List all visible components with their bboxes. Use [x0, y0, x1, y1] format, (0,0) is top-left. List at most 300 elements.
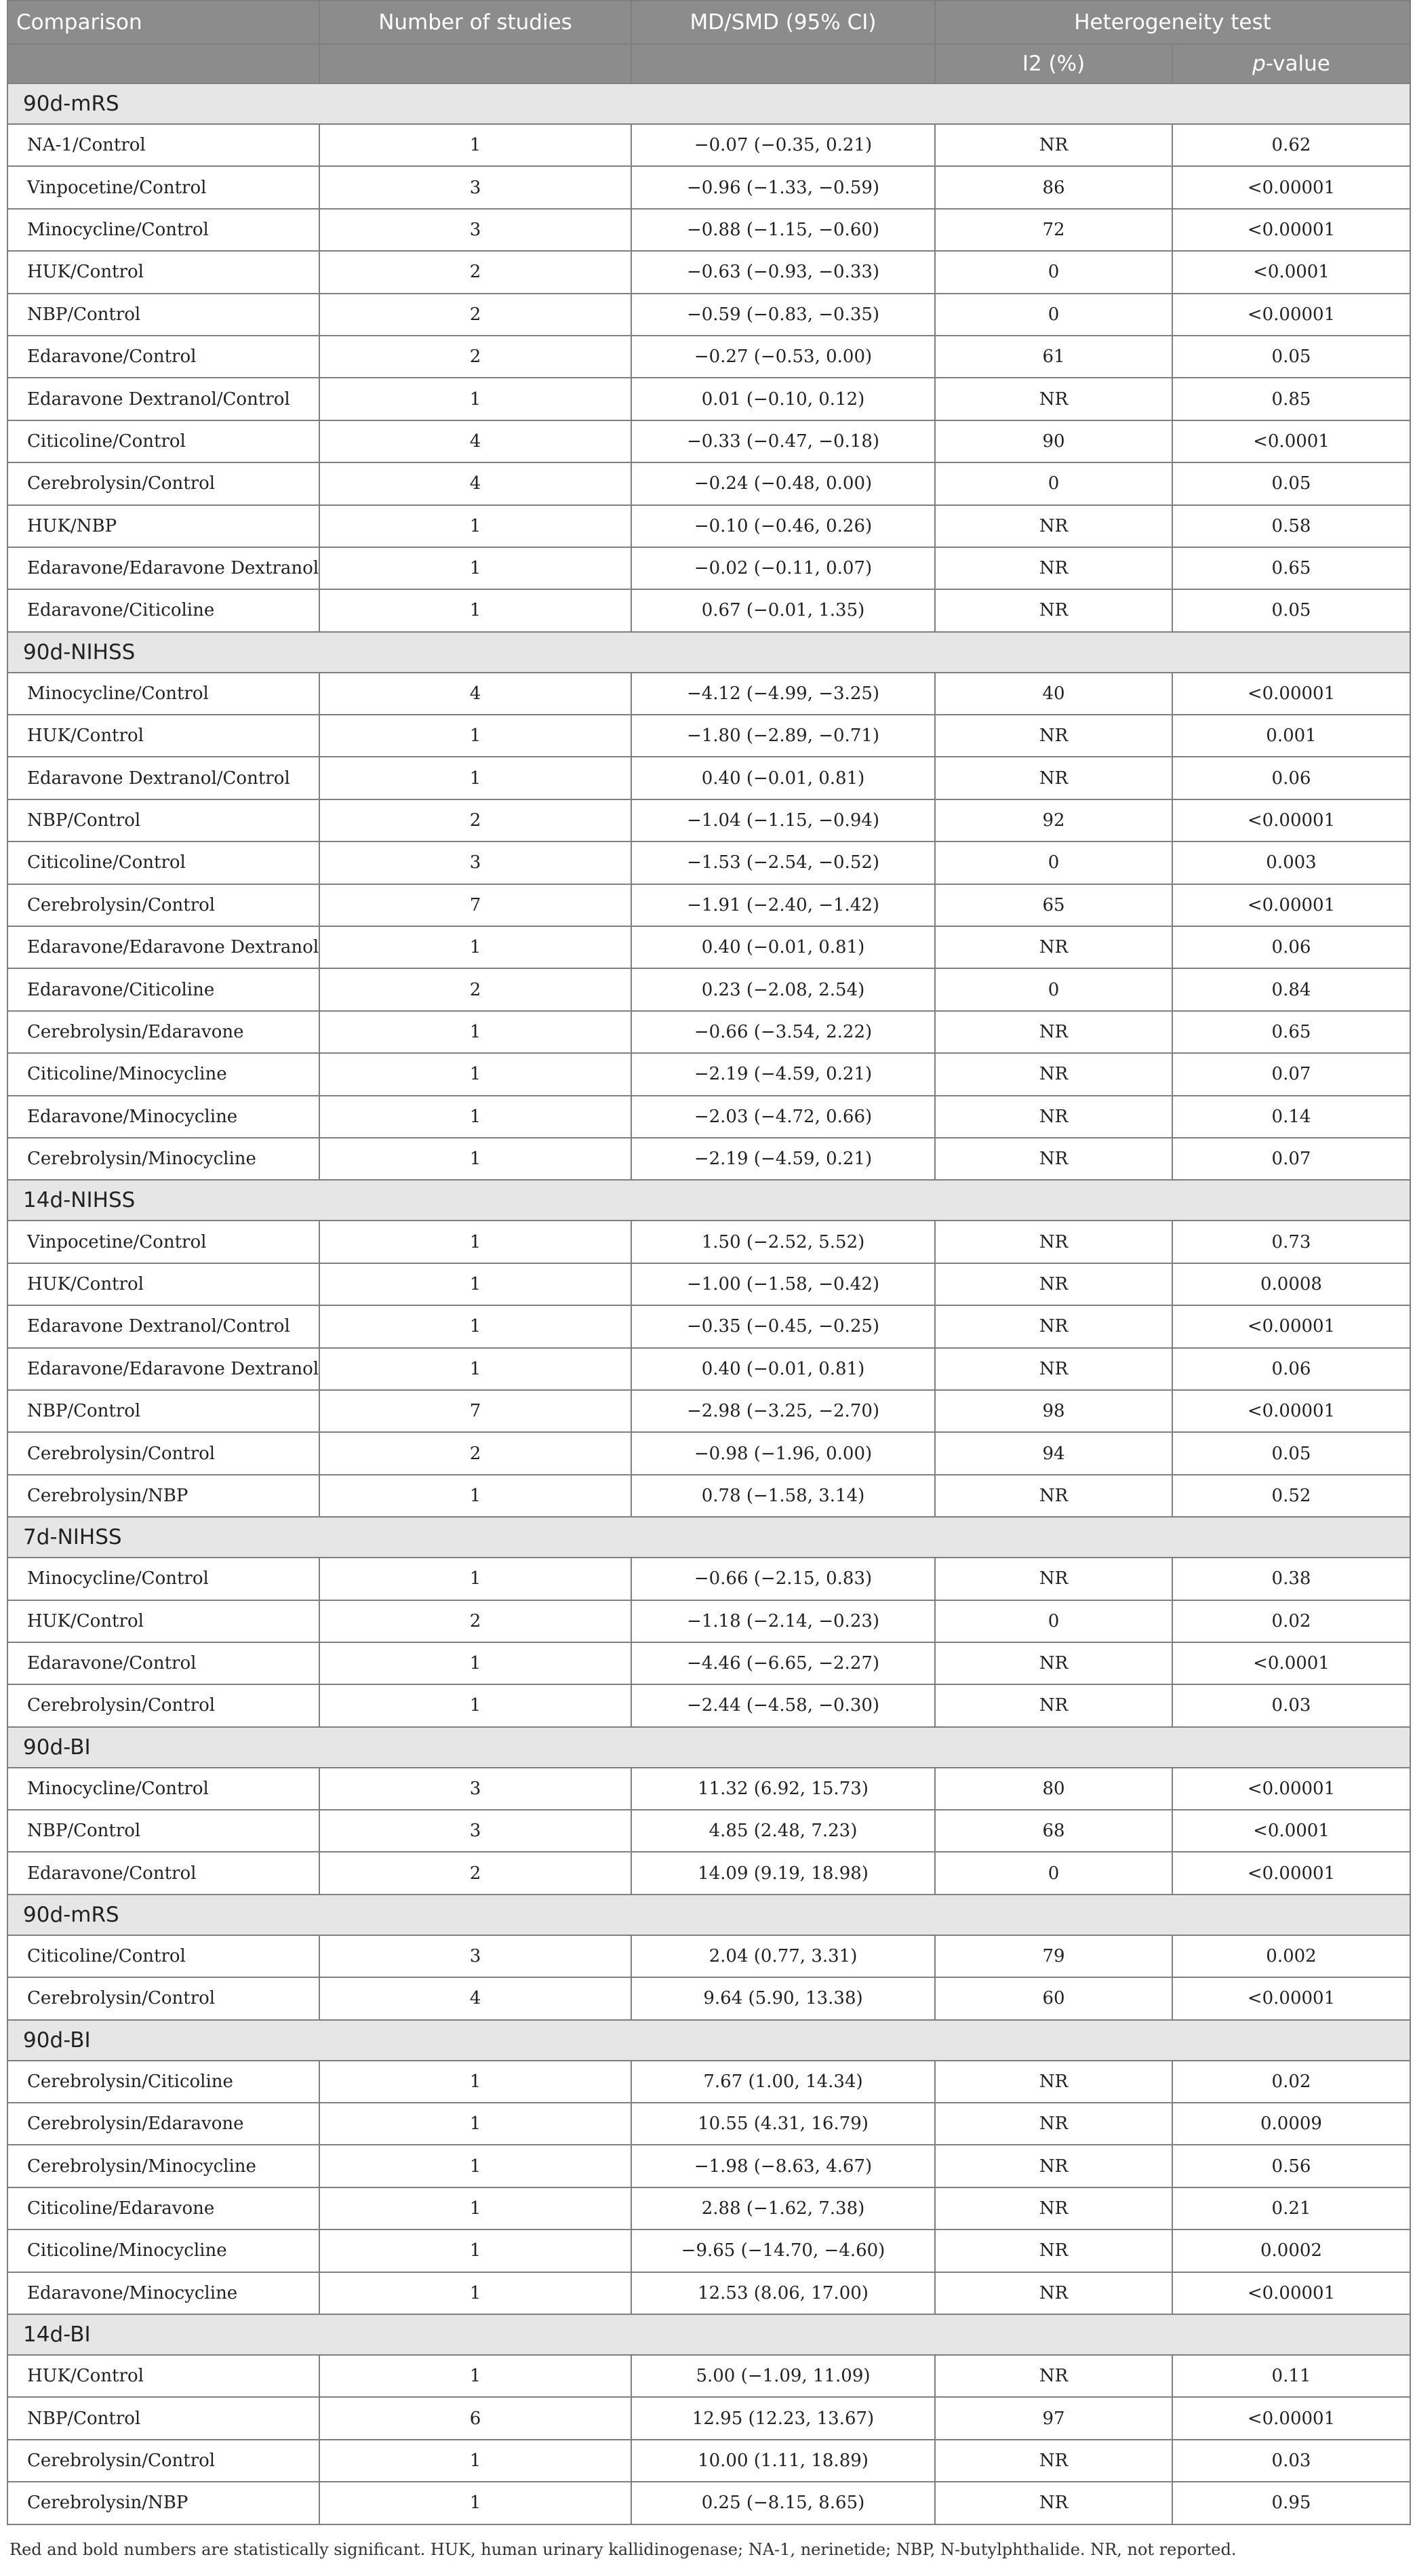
comparison-cell: HUK/Control [7, 251, 319, 293]
studies-cell: 1 [319, 1138, 631, 1180]
i2-cell: 0 [935, 968, 1172, 1010]
comparison-cell: NBP/Control [7, 799, 319, 841]
md-smd-cell: 0.25 (−8.15, 8.65) [631, 2482, 935, 2524]
comparison-cell: Edaravone/Minocycline [7, 2272, 319, 2314]
md-smd-cell: 12.95 (12.23, 13.67) [631, 2397, 935, 2439]
comparison-cell: Edaravone Dextranol/Control [7, 757, 319, 799]
comparison-cell: Citicoline/Minocycline [7, 2230, 319, 2272]
comparison-cell: HUK/NBP [7, 505, 319, 547]
comparison-cell: Edaravone/Control [7, 336, 319, 378]
md-smd-cell: −2.98 (−3.25, −2.70) [631, 1390, 935, 1432]
i2-cell: 86 [935, 166, 1172, 208]
table-row [7, 2355, 1410, 2397]
section-title: 90d-mRS [7, 83, 1410, 124]
studies-cell: 1 [319, 2272, 631, 2314]
p-value-cell: <0.00001 [1172, 1852, 1410, 1894]
p-value-cell: 0.95 [1172, 2482, 1410, 2524]
i2-cell: NR [935, 1642, 1172, 1684]
p-value-cell: 0.07 [1172, 1138, 1410, 1180]
studies-cell: 2 [319, 799, 631, 841]
studies-cell: 1 [319, 1053, 631, 1095]
p-value-cell: <0.0001 [1172, 251, 1410, 293]
table-row [7, 124, 1410, 166]
studies-cell: 4 [319, 1977, 631, 2019]
studies-cell: 1 [319, 1642, 631, 1684]
i2-cell: NR [935, 505, 1172, 547]
section-row [7, 2020, 1410, 2061]
i2-cell: 80 [935, 1768, 1172, 1810]
p-value-cell: <0.0001 [1172, 420, 1410, 462]
table-row [7, 2103, 1410, 2145]
comparison-cell: Minocycline/Control [7, 209, 319, 251]
comparison-cell: Edaravone/Control [7, 1642, 319, 1684]
md-smd-cell: −1.04 (−1.15, −0.94) [631, 799, 935, 841]
table-row [7, 1935, 1410, 1977]
p-letter: p [1252, 52, 1266, 76]
comparison-cell: Cerebrolysin/Edaravone [7, 2103, 319, 2145]
comparison-cell: Vinpocetine/Control [7, 166, 319, 208]
p-value-cell: 0.06 [1172, 926, 1410, 968]
section-title: 14d-BI [7, 2314, 1410, 2355]
p-value-cell: 0.03 [1172, 1684, 1410, 1726]
table-row [7, 1221, 1410, 1263]
md-smd-cell: 12.53 (8.06, 17.00) [631, 2272, 935, 2314]
p-value-cell: 0.07 [1172, 1053, 1410, 1095]
i2-cell: NR [935, 2355, 1172, 2397]
p-value-cell: 0.52 [1172, 1475, 1410, 1517]
section-row [7, 1895, 1410, 1935]
md-smd-cell: 11.32 (6.92, 15.73) [631, 1768, 935, 1810]
md-smd-cell: −1.00 (−1.58, −0.42) [631, 1263, 935, 1305]
studies-cell: 1 [319, 1011, 631, 1053]
studies-cell: 6 [319, 2397, 631, 2439]
i2-cell: NR [935, 1053, 1172, 1095]
table-row [7, 2230, 1410, 2272]
table-row [7, 1053, 1410, 1095]
md-smd-cell: −0.02 (−0.11, 0.07) [631, 547, 935, 589]
section-row [7, 83, 1410, 124]
studies-cell: 2 [319, 968, 631, 1010]
studies-cell: 1 [319, 2440, 631, 2482]
p-value-cell: <0.00001 [1172, 1305, 1410, 1347]
p-value-cell: 0.38 [1172, 1558, 1410, 1600]
comparison-cell: Cerebrolysin/Control [7, 1432, 319, 1474]
i2-cell: NR [935, 547, 1172, 589]
results-table [7, 0, 1411, 2525]
table-body [7, 83, 1410, 2524]
comparison-cell: Cerebrolysin/Control [7, 884, 319, 926]
studies-cell: 1 [319, 1263, 631, 1305]
header-row [7, 1, 1410, 44]
section-row [7, 1517, 1410, 1558]
header-p-value [1172, 44, 1410, 83]
studies-cell: 7 [319, 1390, 631, 1432]
table-row [7, 505, 1410, 547]
subheader-blank [631, 44, 935, 83]
header-number-of-studies: Number of studies [319, 1, 631, 44]
p-value-cell: <0.00001 [1172, 209, 1410, 251]
table-row [7, 1810, 1410, 1852]
i2-cell: NR [935, 1305, 1172, 1347]
p-suffix: -value [1265, 52, 1330, 76]
comparison-cell: Cerebrolysin/Citicoline [7, 2061, 319, 2103]
comparison-cell: NBP/Control [7, 1810, 319, 1852]
comparison-cell: Edaravone/Citicoline [7, 968, 319, 1010]
i2-cell: 79 [935, 1935, 1172, 1977]
comparison-cell: Edaravone/Edaravone Dextranol [7, 1348, 319, 1390]
studies-cell: 3 [319, 1810, 631, 1852]
p-value-cell: 0.11 [1172, 2355, 1410, 2397]
comparison-cell: Edaravone Dextranol/Control [7, 1305, 319, 1347]
md-smd-cell: −0.88 (−1.15, −0.60) [631, 209, 935, 251]
i2-cell: NR [935, 378, 1172, 420]
section-row [7, 632, 1410, 673]
p-value-cell: 0.65 [1172, 547, 1410, 589]
section-row [7, 1180, 1410, 1221]
i2-cell: 92 [935, 799, 1172, 841]
table-row [7, 462, 1410, 504]
p-value-cell: 0.06 [1172, 1348, 1410, 1390]
p-value-cell: 0.001 [1172, 715, 1410, 757]
i2-cell: NR [935, 124, 1172, 166]
p-value-cell: 0.21 [1172, 2187, 1410, 2230]
i2-cell: NR [935, 1011, 1172, 1053]
studies-cell: 3 [319, 841, 631, 884]
comparison-cell: Cerebrolysin/Edaravone [7, 1011, 319, 1053]
table-row [7, 2145, 1410, 2187]
md-smd-cell: −1.91 (−2.40, −1.42) [631, 884, 935, 926]
i2-cell: NR [935, 2482, 1172, 2524]
i2-cell: 98 [935, 1390, 1172, 1432]
p-value-cell: 0.06 [1172, 757, 1410, 799]
table-row [7, 166, 1410, 208]
i2-cell: NR [935, 1221, 1172, 1263]
i2-cell: 65 [935, 884, 1172, 926]
md-smd-cell: 2.04 (0.77, 3.31) [631, 1935, 935, 1977]
p-value-cell: 0.002 [1172, 1935, 1410, 1977]
i2-cell: NR [935, 926, 1172, 968]
i2-cell: NR [935, 757, 1172, 799]
md-smd-cell: 7.67 (1.00, 14.34) [631, 2061, 935, 2103]
studies-cell: 1 [319, 547, 631, 589]
p-value-cell: 0.62 [1172, 124, 1410, 166]
table-row [7, 926, 1410, 968]
table-row [7, 1011, 1410, 1053]
subheader-blank [319, 44, 631, 83]
studies-cell: 1 [319, 124, 631, 166]
md-smd-cell: −1.80 (−2.89, −0.71) [631, 715, 935, 757]
i2-cell: NR [935, 1348, 1172, 1390]
md-smd-cell: −1.18 (−2.14, −0.23) [631, 1600, 935, 1642]
comparison-cell: Cerebrolysin/Control [7, 2440, 319, 2482]
header-i2: I2 (%) [935, 44, 1172, 83]
i2-cell: 94 [935, 1432, 1172, 1474]
subheader-blank [7, 44, 319, 83]
i2-cell: NR [935, 1558, 1172, 1600]
comparison-cell: Minocycline/Control [7, 1558, 319, 1600]
md-smd-cell: −1.98 (−8.63, 4.67) [631, 2145, 935, 2187]
studies-cell: 1 [319, 757, 631, 799]
comparison-cell: Edaravone/Edaravone Dextranol [7, 926, 319, 968]
p-value-cell: 0.02 [1172, 1600, 1410, 1642]
p-value-cell: 0.84 [1172, 968, 1410, 1010]
p-value-cell: 0.05 [1172, 589, 1410, 631]
table-row [7, 420, 1410, 462]
md-smd-cell: 0.40 (−0.01, 0.81) [631, 1348, 935, 1390]
md-smd-cell: −0.33 (−0.47, −0.18) [631, 420, 935, 462]
md-smd-cell: 5.00 (−1.09, 11.09) [631, 2355, 935, 2397]
table-row [7, 715, 1410, 757]
comparison-cell: Citicoline/Control [7, 420, 319, 462]
table-row [7, 547, 1410, 589]
md-smd-cell: 2.88 (−1.62, 7.38) [631, 2187, 935, 2230]
p-value-cell: 0.05 [1172, 336, 1410, 378]
md-smd-cell: 14.09 (9.19, 18.98) [631, 1852, 935, 1894]
table-row [7, 2061, 1410, 2103]
i2-cell: 60 [935, 1977, 1172, 2019]
table-row [7, 1475, 1410, 1517]
comparison-cell: Edaravone Dextranol/Control [7, 378, 319, 420]
p-value-cell: 0.003 [1172, 841, 1410, 884]
md-smd-cell: −0.59 (−0.83, −0.35) [631, 294, 935, 336]
md-smd-cell: 10.00 (1.11, 18.89) [631, 2440, 935, 2482]
md-smd-cell: −2.44 (−4.58, −0.30) [631, 1684, 935, 1726]
p-value-cell: <0.00001 [1172, 673, 1410, 715]
table-row [7, 1977, 1410, 2019]
comparison-cell: Edaravone/Citicoline [7, 589, 319, 631]
i2-cell: 0 [935, 1600, 1172, 1642]
p-value-cell: <0.00001 [1172, 799, 1410, 841]
studies-cell: 2 [319, 294, 631, 336]
md-smd-cell: −0.35 (−0.45, −0.25) [631, 1305, 935, 1347]
section-title: 7d-NIHSS [7, 1517, 1410, 1558]
table-row [7, 1558, 1410, 1600]
md-smd-cell: 0.40 (−0.01, 0.81) [631, 757, 935, 799]
i2-cell: 0 [935, 251, 1172, 293]
p-value-cell: <0.00001 [1172, 2272, 1410, 2314]
subheader-row [7, 44, 1410, 83]
studies-cell: 7 [319, 884, 631, 926]
md-smd-cell: −4.46 (−6.65, −2.27) [631, 1642, 935, 1684]
section-title: 90d-BI [7, 1727, 1410, 1768]
p-value-cell: 0.03 [1172, 2440, 1410, 2482]
studies-cell: 1 [319, 2061, 631, 2103]
studies-cell: 2 [319, 336, 631, 378]
table-row [7, 1348, 1410, 1390]
table-row [7, 2272, 1410, 2314]
md-smd-cell: −0.27 (−0.53, 0.00) [631, 336, 935, 378]
md-smd-cell: 1.50 (−2.52, 5.52) [631, 1221, 935, 1263]
comparison-cell: Edaravone/Minocycline [7, 1096, 319, 1138]
i2-cell: 68 [935, 1810, 1172, 1852]
studies-cell: 2 [319, 1600, 631, 1642]
md-smd-cell: −1.53 (−2.54, −0.52) [631, 841, 935, 884]
table-row [7, 1642, 1410, 1684]
comparison-cell: Cerebrolysin/NBP [7, 2482, 319, 2524]
comparison-cell: Cerebrolysin/Control [7, 462, 319, 504]
i2-cell: NR [935, 2440, 1172, 2482]
md-smd-cell: −0.98 (−1.96, 0.00) [631, 1432, 935, 1474]
comparison-cell: Citicoline/Edaravone [7, 2187, 319, 2230]
studies-cell: 1 [319, 715, 631, 757]
table-row [7, 2397, 1410, 2439]
md-smd-cell: −2.19 (−4.59, 0.21) [631, 1053, 935, 1095]
studies-cell: 1 [319, 1558, 631, 1600]
table-row [7, 251, 1410, 293]
md-smd-cell: −9.65 (−14.70, −4.60) [631, 2230, 935, 2272]
studies-cell: 1 [319, 1096, 631, 1138]
p-value-cell: 0.0008 [1172, 1263, 1410, 1305]
table-row [7, 589, 1410, 631]
i2-cell: NR [935, 2272, 1172, 2314]
comparison-cell: HUK/Control [7, 715, 319, 757]
comparison-cell: HUK/Control [7, 2355, 319, 2397]
i2-cell: NR [935, 2187, 1172, 2230]
section-title: 90d-mRS [7, 1895, 1410, 1935]
studies-cell: 2 [319, 1432, 631, 1474]
table-footnote: Red and bold numbers are statistically significant. HUK, human urinary kallidinogenase; NA-1, nerinetide; NBP, N-butylphthalide. NR, not reported. [9, 2539, 1237, 2559]
i2-cell: 90 [935, 420, 1172, 462]
comparison-cell: Citicoline/Minocycline [7, 1053, 319, 1095]
i2-cell: 97 [935, 2397, 1172, 2439]
p-value-cell: <0.00001 [1172, 294, 1410, 336]
table-row [7, 209, 1410, 251]
p-value-cell: 0.14 [1172, 1096, 1410, 1138]
p-value-cell: 0.85 [1172, 378, 1410, 420]
i2-cell: 40 [935, 673, 1172, 715]
md-smd-cell: −0.07 (−0.35, 0.21) [631, 124, 935, 166]
studies-cell: 1 [319, 2355, 631, 2397]
studies-cell: 4 [319, 673, 631, 715]
studies-cell: 1 [319, 589, 631, 631]
section-title: 90d-NIHSS [7, 632, 1410, 673]
table-row [7, 336, 1410, 378]
studies-cell: 1 [319, 2145, 631, 2187]
p-value-cell: <0.00001 [1172, 2397, 1410, 2439]
table-row [7, 2440, 1410, 2482]
md-smd-cell: 0.78 (−1.58, 3.14) [631, 1475, 935, 1517]
i2-cell: NR [935, 2061, 1172, 2103]
table-row [7, 2482, 1410, 2524]
studies-cell: 3 [319, 209, 631, 251]
md-smd-cell: −0.63 (−0.93, −0.33) [631, 251, 935, 293]
md-smd-cell: 0.23 (−2.08, 2.54) [631, 968, 935, 1010]
p-value-cell: <0.00001 [1172, 166, 1410, 208]
p-value-cell: 0.65 [1172, 1011, 1410, 1053]
studies-cell: 1 [319, 1305, 631, 1347]
p-value-cell: <0.00001 [1172, 1977, 1410, 2019]
table-row [7, 799, 1410, 841]
i2-cell: NR [935, 1096, 1172, 1138]
comparison-cell: Cerebrolysin/NBP [7, 1475, 319, 1517]
comparison-cell: Vinpocetine/Control [7, 1221, 319, 1263]
p-value-cell: <0.0001 [1172, 1810, 1410, 1852]
i2-cell: 72 [935, 209, 1172, 251]
p-value-cell: <0.00001 [1172, 1390, 1410, 1432]
header-md-smd: MD/SMD (95% CI) [631, 1, 935, 44]
studies-cell: 2 [319, 1852, 631, 1894]
i2-cell: 0 [935, 1852, 1172, 1894]
studies-cell: 1 [319, 1348, 631, 1390]
comparison-cell: HUK/Control [7, 1600, 319, 1642]
comparison-cell: NBP/Control [7, 294, 319, 336]
i2-cell: NR [935, 2230, 1172, 2272]
i2-cell: NR [935, 1263, 1172, 1305]
studies-cell: 3 [319, 166, 631, 208]
studies-cell: 1 [319, 2230, 631, 2272]
md-smd-cell: −0.10 (−0.46, 0.26) [631, 505, 935, 547]
md-smd-cell: 0.01 (−0.10, 0.12) [631, 378, 935, 420]
section-row [7, 2314, 1410, 2355]
i2-cell: NR [935, 715, 1172, 757]
table-row [7, 1263, 1410, 1305]
header-comparison: Comparison [7, 1, 319, 44]
table-row [7, 1600, 1410, 1642]
studies-cell: 1 [319, 378, 631, 420]
studies-cell: 3 [319, 1935, 631, 1977]
md-smd-cell: −0.24 (−0.48, 0.00) [631, 462, 935, 504]
md-smd-cell: −2.19 (−4.59, 0.21) [631, 1138, 935, 1180]
studies-cell: 1 [319, 2482, 631, 2524]
studies-cell: 1 [319, 2103, 631, 2145]
table-row [7, 841, 1410, 884]
studies-cell: 1 [319, 2187, 631, 2230]
table-row [7, 1768, 1410, 1810]
table-row [7, 1138, 1410, 1180]
p-value-cell: 0.58 [1172, 505, 1410, 547]
i2-cell: NR [935, 1475, 1172, 1517]
p-value-cell: 0.73 [1172, 1221, 1410, 1263]
p-value-cell: 0.05 [1172, 462, 1410, 504]
md-smd-cell: 4.85 (2.48, 7.23) [631, 1810, 935, 1852]
table-row [7, 757, 1410, 799]
table-row [7, 1096, 1410, 1138]
comparison-cell: Minocycline/Control [7, 1768, 319, 1810]
studies-cell: 4 [319, 420, 631, 462]
p-value-cell: 0.0002 [1172, 2230, 1410, 2272]
comparison-cell: NA-1/Control [7, 124, 319, 166]
md-smd-cell: 9.64 (5.90, 13.38) [631, 1977, 935, 2019]
i2-cell: 61 [935, 336, 1172, 378]
header-heterogeneity: Heterogeneity test [935, 1, 1410, 44]
i2-cell: NR [935, 2103, 1172, 2145]
p-value-cell: 0.05 [1172, 1432, 1410, 1474]
comparison-cell: Edaravone/Edaravone Dextranol [7, 547, 319, 589]
p-value-cell: <0.00001 [1172, 1768, 1410, 1810]
studies-cell: 1 [319, 505, 631, 547]
comparison-cell: Cerebrolysin/Control [7, 1684, 319, 1726]
comparison-cell: NBP/Control [7, 2397, 319, 2439]
md-smd-cell: −4.12 (−4.99, −3.25) [631, 673, 935, 715]
p-value-cell: 0.0009 [1172, 2103, 1410, 2145]
studies-cell: 3 [319, 1768, 631, 1810]
table-row [7, 1852, 1410, 1894]
table-row [7, 2187, 1410, 2230]
comparison-cell: Edaravone/Control [7, 1852, 319, 1894]
studies-cell: 2 [319, 251, 631, 293]
md-smd-cell: −0.66 (−3.54, 2.22) [631, 1011, 935, 1053]
md-smd-cell: −2.03 (−4.72, 0.66) [631, 1096, 935, 1138]
p-value-cell: <0.00001 [1172, 884, 1410, 926]
comparison-cell: NBP/Control [7, 1390, 319, 1432]
i2-cell: 0 [935, 841, 1172, 884]
md-smd-cell: −0.96 (−1.33, −0.59) [631, 166, 935, 208]
i2-cell: NR [935, 589, 1172, 631]
md-smd-cell: −0.66 (−2.15, 0.83) [631, 1558, 935, 1600]
studies-cell: 1 [319, 1475, 631, 1517]
section-title: 14d-NIHSS [7, 1180, 1410, 1221]
studies-cell: 1 [319, 1684, 631, 1726]
